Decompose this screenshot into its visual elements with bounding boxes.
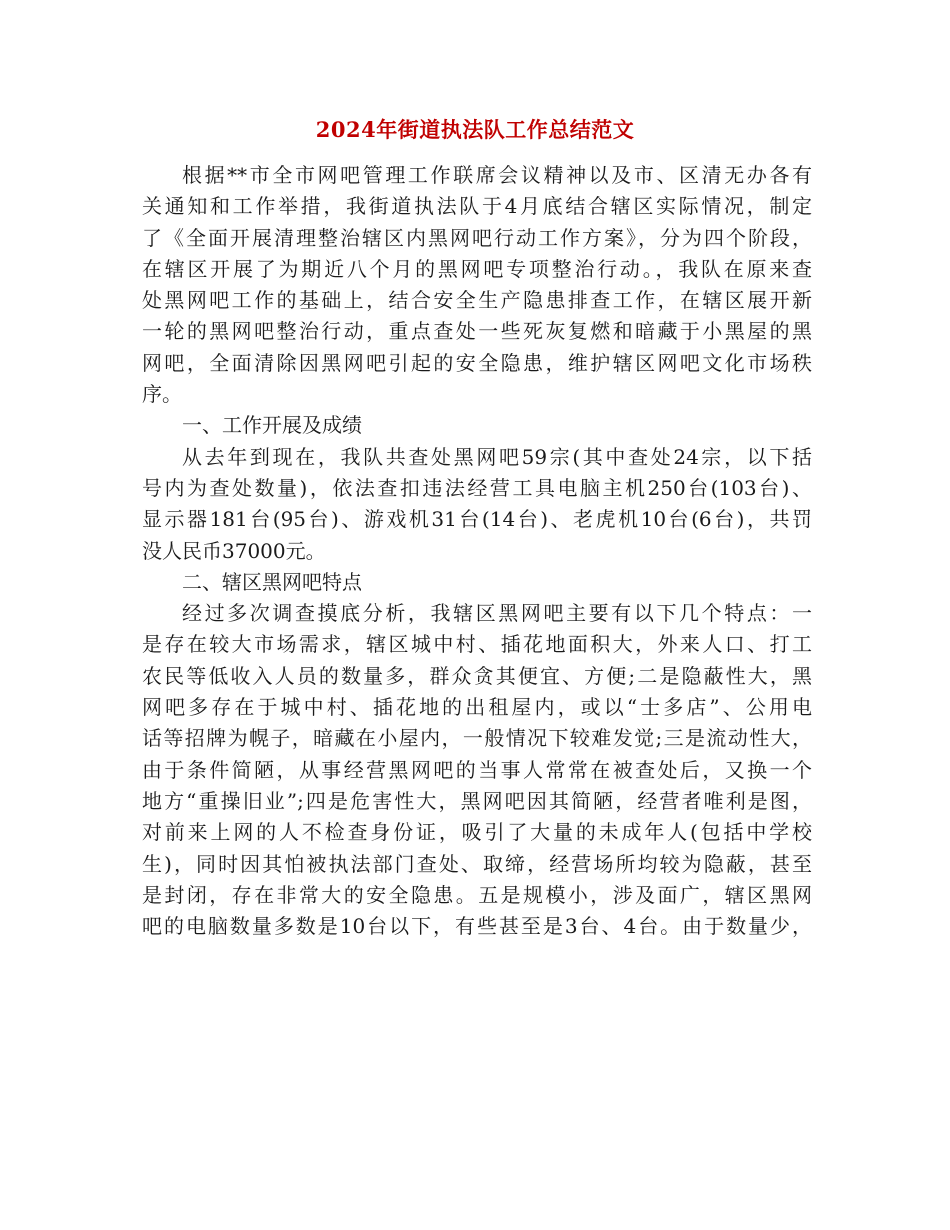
paragraph-features bbox=[142, 598, 812, 942]
document-title: 2024年街道执法队工作总结范文 bbox=[315, 117, 635, 142]
text-line: 关通知和工作举措，我街道执法队于4月底结合辖区实际情况，制定 bbox=[142, 194, 812, 219]
text-line: 对前来上网的人不检查身份证，吸引了大量的未成年人(包括中学校 bbox=[142, 820, 812, 845]
section-heading-features bbox=[142, 567, 812, 598]
text-line: 了《全面开展清理整治辖区内黑网吧行动工作方案》，分为四个阶段， bbox=[142, 225, 812, 250]
text-line: 从去年到现在，我队共查处黑网吧59宗(其中查处24宗，以下括 bbox=[182, 444, 812, 469]
text-line: 是存在较大市场需求，辖区城中村、插花地面积大，外来人口、打工 bbox=[142, 632, 812, 657]
text-line: 根据**市全市网吧管理工作联席会议精神以及市、区清无办各有 bbox=[182, 163, 812, 187]
section-heading-results bbox=[142, 410, 812, 441]
text-line: 由于条件简陋，从事经营黑网吧的当事人常常在被查处后，又换一个 bbox=[142, 757, 812, 782]
text-line: 农民等低收入人员的数量多，群众贪其便宜、方便;二是隐蔽性大，黑 bbox=[142, 663, 812, 688]
text-line: 二、辖区黑网吧特点 bbox=[182, 569, 362, 594]
document-body bbox=[142, 160, 812, 942]
text-line: 显示器181台(95台)、游戏机31台(14台)、老虎机10台(6台)，共罚 bbox=[142, 507, 812, 532]
paragraph-intro bbox=[142, 160, 812, 410]
text-line: 网吧多存在于城中村、插花地的出租屋内，或以“士多店”、公用电 bbox=[142, 695, 812, 720]
text-line: 话等招牌为幌子，暗藏在小屋内，一般情况下较难发觉;三是流动性大， bbox=[142, 726, 812, 751]
text-line: 序。 bbox=[142, 382, 182, 407]
text-line: 一轮的黑网吧整治行动，重点查处一些死灰复燃和暗藏于小黑屋的黑 bbox=[142, 319, 812, 344]
text-line: 生)，同时因其怕被执法部门查处、取缔，经营场所均较为隐蔽，甚至 bbox=[142, 851, 812, 876]
text-line: 一、工作开展及成绩 bbox=[182, 413, 362, 438]
text-line: 吧的电脑数量多数是10台以下，有些甚至是3台、4台。由于数量少， bbox=[142, 914, 812, 939]
text-line: 地方“重操旧业”;四是危害性大，黑网吧因其简陋，经营者唯利是图， bbox=[142, 788, 812, 813]
text-line: 没人民币37000元。 bbox=[142, 538, 326, 563]
text-line: 在辖区开展了为期近八个月的黑网吧专项整治行动。，我队在原来查 bbox=[142, 256, 812, 281]
text-line: 经过多次调查摸底分析，我辖区黑网吧主要有以下几个特点：一 bbox=[182, 601, 812, 626]
text-line: 是封闭，存在非常大的安全隐患。五是规模小，涉及面广，辖区黑网 bbox=[142, 882, 812, 907]
text-line: 网吧，全面清除因黑网吧引起的安全隐患，维护辖区网吧文化市场秩 bbox=[142, 350, 812, 375]
text-line: 号内为查处数量)，依法查扣违法经营工具电脑主机250台(103台)、 bbox=[142, 475, 812, 500]
text-line: 处黑网吧工作的基础上，结合安全生产隐患排查工作，在辖区展开新 bbox=[142, 288, 812, 313]
paragraph-results bbox=[142, 442, 812, 567]
